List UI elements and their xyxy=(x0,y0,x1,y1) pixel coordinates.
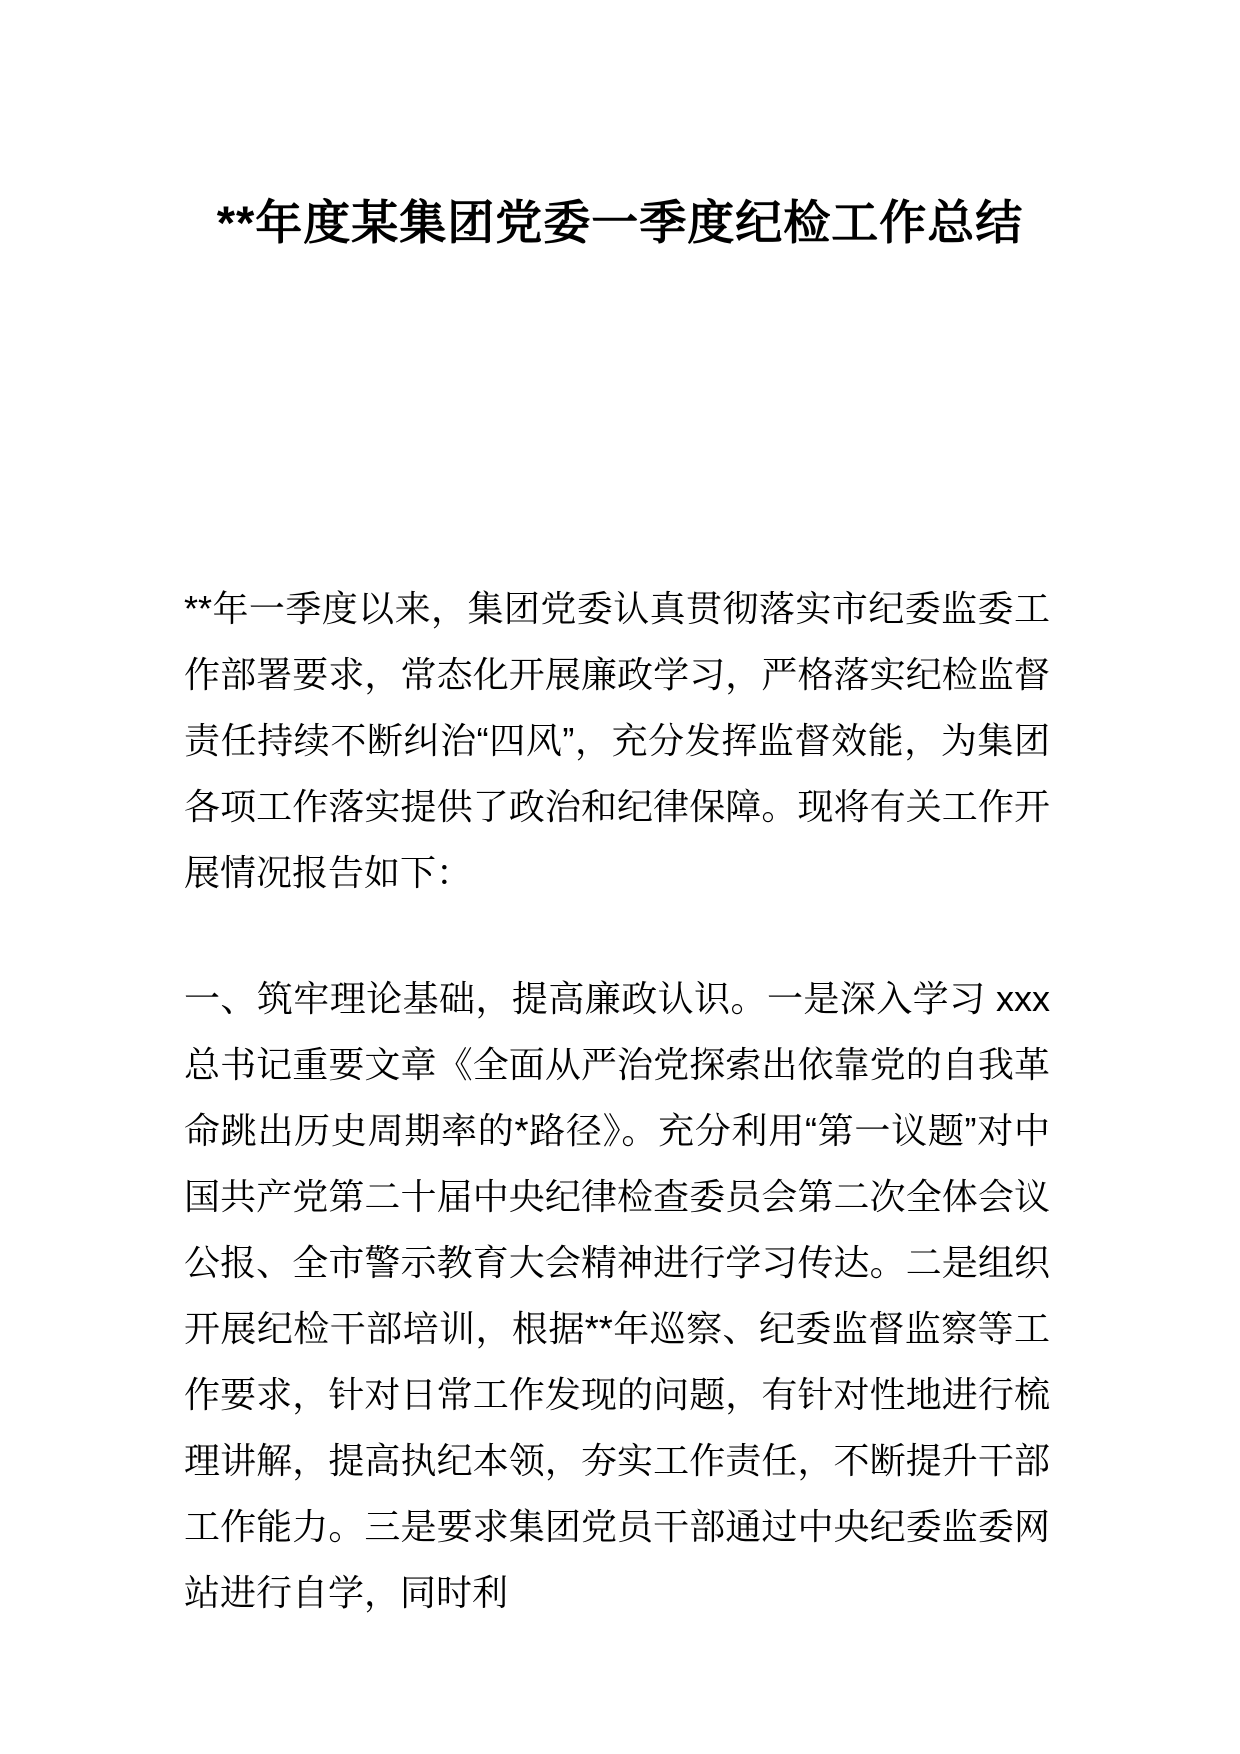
document-body xyxy=(184,576,1050,1626)
paragraph-section-one: 一、筑牢理论基础，提高廉政认识。一是深入学习 xxx 总书记重要文章《全面从严治党探索出依靠党的自我革命跳出历史周期率的*路径》。充分利用“第一议题”对中国共产党第二十届中央纪律检查委员会第二次全体会议公报、全市警示教育大会精神进行学习传达。二是组织开展纪检干部培训，根据**年巡察、纪委监督监察等工作要求，针对日常工作发现的问题，有针对性地进行梳理讲解，提高执纪本领，夯实工作责任，不断提升干部工作能力。三是要求集团党员干部通过中央纪委监委网站进行自学，同时利 xyxy=(184,978,1050,1613)
paragraph-intro: **年一季度以来，集团党委认真贯彻落实市纪委监委工作部署要求，常态化开展廉政学习，严格落实纪检监督责任持续不断纠治“四风”，充分发挥监督效能，为集团各项工作落实提供了政治和纪律保障。现将有关工作开展情况报告如下： xyxy=(184,588,1050,893)
document-title: **年度某集团党委一季度纪检工作总结 xyxy=(216,196,1024,249)
